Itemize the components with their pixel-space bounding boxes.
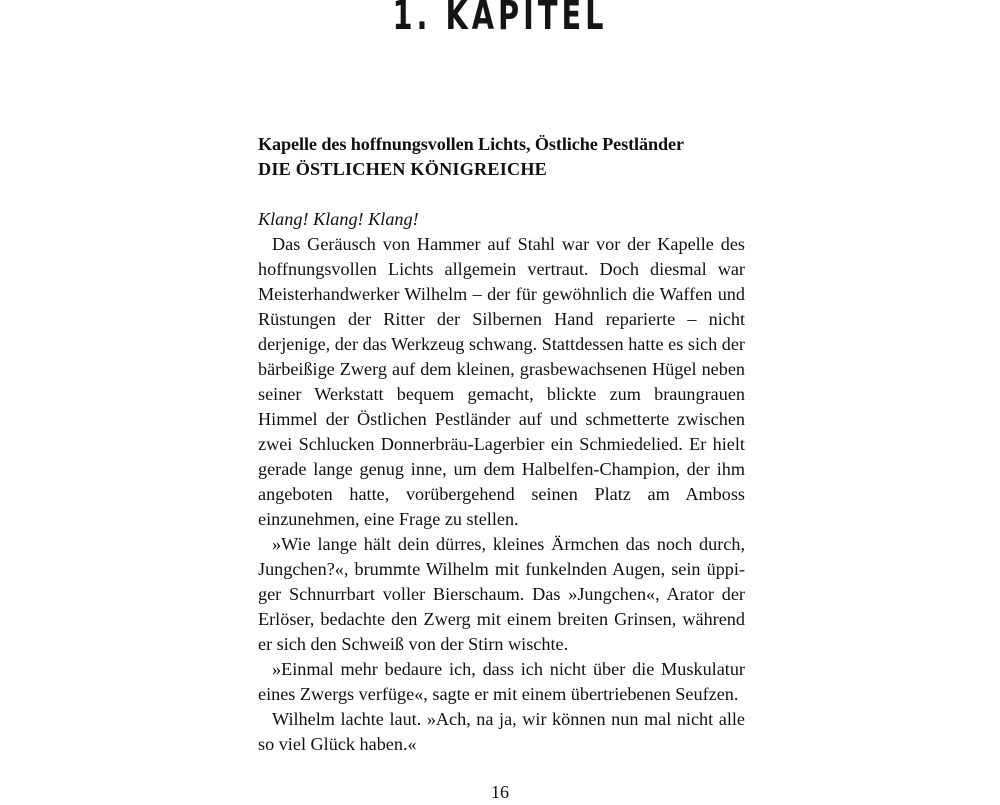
text-column (258, 132, 745, 757)
paragraph-3: »Einmal mehr bedaure ich, dass ich nicht über die Muskulatur eines Zwergs verfüge«, sagte er mit einem übertriebenen Seufzen. (258, 659, 745, 704)
paragraph-2: »Wie lange hält dein dürres, kleines Ärmchen das noch durch, Jungchen?«, brummte Wilhelm mit funkelnden Augen, sein üppiger Schnurrbart voller Bierschaum. Das »Jungchen«, Arator der Erlöser, bedachte den Zwerg mit einem breiten Grinsen, während er sich den Schweiß von der Stirn wischte. (258, 534, 745, 654)
realm-heading: DIE ÖSTLICHEN KÖNIGREICHE (258, 159, 547, 179)
paragraph-4: Wilhelm lachte laut. »Ach, na ja, wir können nun mal nicht alle so viel Glück haben.« (258, 709, 745, 754)
location-heading: Kapelle des hoffnungsvollen Lichts, Östliche Pestländer (258, 134, 684, 154)
page-number: 16 (491, 782, 509, 802)
sound-line: Klang! Klang! Klang! (258, 209, 419, 229)
chapter-title: 1. KAPITEL (392, 0, 608, 39)
paragraph-1: Das Geräusch von Hammer auf Stahl war vor der Kapelle des hoffnungsvollen Lichts allgemein vertraut. Doch diesmal war Meisterhandwerker Wilhelm – der für gewöhnlich die Waffen und Rüstungen der Ritter der Silbernen Hand reparierte – nicht derjenige, der das Werkzeug schwang. Stattdessen hatte es sich der bärbeißige Zwerg auf dem kleinen, grasbewachsenen Hügel neben seiner Werkstatt bequem gemacht, blickte zum braungrauen Himmel der Östlichen Pestländer auf und schmetterte zwischen zwei Schlucken Donnerbräu-Lagerbier ein Schmiedelied. Er hielt gerade lange genug inne, um dem Halbelfen-Champion, der ihm angeboten hatte, vorübergehend seinen Platz am Amboss einzunehmen, eine Frage zu stellen. (258, 234, 745, 529)
